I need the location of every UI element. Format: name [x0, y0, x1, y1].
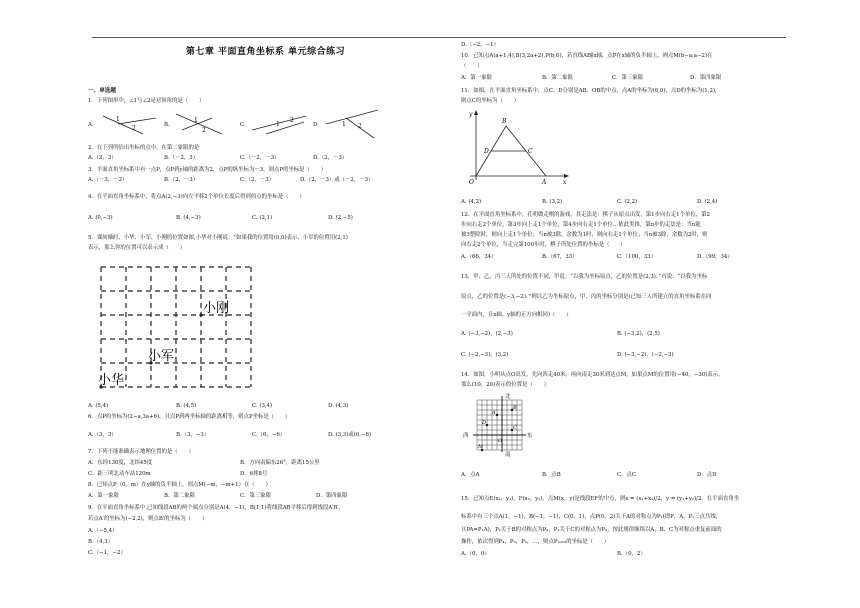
q6-option-a: A.（3，3） — [88, 432, 117, 438]
q5-position-grid — [96, 262, 256, 392]
q3-option-d: D.（2，－3）或（－2，－3） — [300, 177, 374, 183]
q6-option-d: D. (3,3)或(6,−6) — [328, 432, 372, 438]
q11-point-c: C — [528, 148, 533, 155]
q9-option-c: C.（−1，−2） — [88, 550, 126, 556]
q14-south-label: 南 — [505, 452, 511, 458]
q13-option-a: A. (−3,−2)，(2,−3) — [461, 331, 513, 337]
q1-figure-c — [248, 108, 308, 138]
question-3: 3．平面直角坐标系中有一点P，点P到y轴的距离为2，点P的纵坐标为－3，则点P的坐标是（ ） — [88, 167, 327, 173]
q3-option-c: C.（2，－3） — [240, 177, 275, 183]
q11-point-b: B — [502, 118, 507, 125]
q10-option-a: A．第一象限 — [461, 75, 492, 81]
q7-option-b: B．方向南偏东26°，距离15公里 — [240, 460, 320, 466]
question-5-line2: 表示，那么你的位置可以表示成（ ） — [88, 245, 186, 251]
q1-option-b-label: B. — [164, 122, 170, 128]
q9-option-d: D.（−2，−1） — [461, 42, 499, 48]
q14-east-label: 东 — [527, 433, 533, 439]
q14-option-d: D．点D — [697, 472, 717, 478]
header-rule — [92, 37, 786, 38]
q11-option-b: B. (3,2) — [542, 199, 563, 205]
q5-label-gang: 小刚 — [203, 301, 230, 316]
q14-north-label: 北 — [505, 394, 511, 400]
question-7: 7．下列不能准确表示地理位置的是（ ） — [88, 449, 194, 455]
q15-option-b: B.（0，2） — [617, 551, 646, 557]
q4-option-b: B. (4,−3) — [176, 215, 201, 221]
q9-option-b: B.（4,3） — [88, 539, 114, 545]
q14-point-m: M — [478, 444, 484, 450]
q4-option-d: D. (2,−5) — [328, 215, 353, 221]
q14-option-a: A．点A — [461, 472, 480, 478]
q6-option-c: C.（6，−6） — [252, 432, 286, 438]
q12-option-a: A.（66，34） — [461, 254, 497, 260]
q14-option-b: B．点B — [542, 472, 561, 478]
q1-option-a-label: A. — [88, 122, 94, 128]
q10-option-b: B．第二象限 — [542, 75, 573, 81]
q4-option-c: C. (2,1) — [252, 215, 273, 221]
q11-coordinate-figure — [466, 110, 570, 186]
q1-option-d-label: D. — [313, 122, 319, 128]
q5-option-d: D. (4,3) — [328, 403, 349, 409]
q9-option-a: A.（−5,4） — [88, 528, 118, 534]
question-13-line3: 一平面内，且x轴、y轴的正方向相同)（ ） — [461, 312, 572, 318]
q7-option-c: C．距三明北动车站120m — [88, 471, 151, 477]
q11-option-c: C. (2,2) — [617, 199, 638, 205]
question-10-line1: 10．已知点A(a+1,4),B(3,2a+2),P(b,0)，若直线AB∥x轴，点P在x轴的负半轴上，则点M(b−a,a−2)在 — [461, 53, 713, 59]
section-heading: 一、单选题 — [88, 88, 116, 94]
q10-option-c: C．第三象限 — [612, 75, 644, 81]
q4-option-a: A. (0,−3) — [88, 215, 113, 221]
q13-option-c: C. (−2,−3)，(3,2) — [461, 352, 509, 358]
q2-option-b: B.（－2，3） — [164, 155, 199, 161]
q5-option-c: C. (3,4) — [252, 403, 273, 409]
q12-option-b: B.（67，33） — [542, 254, 578, 260]
question-5-line1: 5．课间操时，小华、小军、小刚的位置如图,小华对小刚说：“如果我的位置用(0,0)表示，小军的位置用(2,1) — [88, 235, 348, 241]
q12-option-d: D.（99，34） — [697, 254, 733, 260]
svg-text:2: 2 — [290, 117, 294, 124]
q1-figure-b — [172, 108, 232, 138]
question-14-line1: 14．如图，小明从点O出发，先向西走40米，再向南走30米到达点M，如果点M的位置用(−40，−30)表示， — [461, 372, 724, 378]
q3-option-a: A.（－3，－2） — [88, 177, 128, 183]
q8-option-a: A．第一象限 — [88, 493, 119, 499]
q8-option-d: D．第四象限 — [316, 493, 348, 499]
question-13-line2: 原点，乙的位置是(−3,−2)．”则以乙为坐标原点，甲、丙的坐标分别是(已知三人所建立的直角坐标系在同 — [461, 294, 712, 300]
q14-west-label: 西 — [463, 433, 469, 439]
q7-option-a: A．东经130度，北纬45度 — [88, 460, 153, 466]
question-11-line2: 则点C的坐标为（ ） — [461, 98, 520, 104]
q11-point-d: D — [484, 148, 489, 155]
q5-label-hua: 小华 — [98, 373, 125, 388]
q1-option-c-label: C. — [240, 122, 246, 128]
question-6: 6．点P的坐标为(2−a,3a+6)，且点P到两坐标轴的距离相等，则点P坐标是（ ） — [88, 414, 291, 420]
q11-option-d: D. (2,4) — [697, 199, 718, 205]
q11-axis-y-label: y — [469, 111, 473, 118]
q11-option-a: A. (4,2) — [461, 199, 482, 205]
question-2: 2．在下列所给出坐标的点中，在第二象限的是 — [88, 145, 200, 151]
q2-option-d: D.（2，－3） — [313, 155, 348, 161]
page-title: 第七章 平面直角坐标系 单元综合练习 — [185, 47, 346, 57]
q5-option-a: A. (5,4) — [88, 403, 109, 409]
q14-option-c: C．点C — [617, 472, 637, 478]
question-10-line2: （ ） — [461, 63, 483, 69]
q11-origin-label: O — [469, 179, 474, 186]
q5-label-jun: 小军 — [148, 349, 175, 364]
q8-option-c: C．第三象限 — [240, 493, 272, 499]
question-11-line1: 11．如图，在平面直角坐标系中，点C、D分别是AB、OB的中点，点A的坐标为(6,0)，点D的坐标为(1,2)， — [461, 88, 721, 94]
question-13-line1: 13．甲、乙、丙三人所处的位置不同，甲说：“以我为坐标原点，乙的位置是(2,3)．”丙说：“以我为坐标 — [461, 274, 708, 280]
q7-option-d: D．6排8号 — [240, 471, 268, 477]
question-1: 1．下列图形中，∠1与∠2是对顶角的是（ ） — [88, 98, 205, 104]
question-12-line3: 被3整除时，则向上走1个单位；当n被3除，余数为1时，则向右走1个单位；当n被3除，余数为2时，则 — [461, 232, 708, 238]
svg-text:2: 2 — [132, 125, 136, 132]
question-9-line1: 9．在平面直角坐标系中,已知线段AB的两个端点分别是A(4，−1)，B(1,1)将线段AB平移后得到线段A′B′， — [88, 505, 345, 511]
question-12-line1: 12．在平面直角坐标系中，孔明做走棋的游戏，其走法是：棋子从原点出发，第1步向右走1个单位，第2 — [461, 212, 710, 218]
q13-option-b: B. (−3,2)，(2,5) — [617, 331, 660, 337]
svg-text:2: 2 — [358, 123, 362, 130]
question-12-line4: 向右走2个单位，当走完第100步时，棋子所处位置的坐标是（ ） — [461, 242, 626, 248]
q1-figure-a — [98, 108, 158, 138]
q6-option-b: B.（3，−3） — [176, 432, 210, 438]
question-15-line3: 且PA=P₁A)，P₁关于B的对称点为P₂，P₂关于C的对称点为P₃，按此规律继续以A，B，C为对称点重复前面的 — [461, 527, 722, 533]
svg-text:1: 1 — [276, 121, 280, 128]
question-15-line4: 操作，依次得到P₄，P₅，P₆，…，则点P₂₀₁₉的坐标是（ ） — [461, 539, 610, 545]
svg-text:1: 1 — [116, 116, 120, 123]
q14-point-c: C — [513, 425, 517, 431]
svg-text:2: 2 — [202, 127, 206, 134]
q14-compass-grid — [463, 392, 533, 456]
q5-option-b: B. (4,5) — [176, 403, 197, 409]
q1-figure-d — [322, 106, 382, 140]
q15-option-a: A.（0，0） — [461, 551, 490, 557]
question-15-line1: 15．已知点E(x₁，y₁)，F(x₂，y₂)，点M(x，y)是线段EF的中点，则x = (x₁+x₂)/2，y = (y₁+y₂)/2．在平面直角坐 — [461, 496, 740, 502]
question-14-line2: 那么(10，20)表示的位置是（ ） — [461, 382, 550, 388]
question-8: 8．已知点P（0，m）在y轴的负半轴上，则点M(−m，−m+1）在（ ） — [88, 482, 271, 488]
q14-point-o: O — [498, 438, 503, 444]
q3-option-b: B.（2，－3） — [164, 177, 199, 183]
question-4: 4．在平面直角坐标系中，将点A(2,−3)向左平移2个单位长度后得到的点的坐标是（ ） — [88, 194, 305, 200]
q12-option-c: C.（100，33） — [617, 254, 656, 260]
question-9-line2: 若点A′的坐标为(−2,2)，则点B′的坐标为（ ） — [88, 516, 208, 522]
question-15-line2: 标系中有三个点A(1，−1)，B(−1，−1)，C(0，1)，点P(0，2)关于A的对称点为P₁(即P，A，P₁三点共线， — [461, 514, 722, 520]
q2-option-a: A.（2，3） — [88, 155, 117, 161]
q11-point-a: A — [542, 179, 547, 186]
svg-text:1: 1 — [342, 121, 346, 128]
q8-option-b: B．第二象限 — [164, 493, 195, 499]
svg-text:1: 1 — [194, 117, 198, 124]
q14-point-a: A — [492, 410, 496, 416]
q11-axis-x-label: x — [563, 179, 567, 186]
q14-point-b: B — [513, 405, 517, 411]
q13-option-d: D. (−3,−2)，(−2,−3) — [617, 352, 674, 358]
q14-point-d: D — [482, 420, 487, 426]
q10-option-d: D．第四象限 — [690, 75, 722, 81]
q2-option-c: C.（－2，－3） — [240, 155, 280, 161]
question-12-line2: 步向右走2个单位，第3步向上走1个单位，第4步向右走1个单位…依此类推，第n步的走法是：当n能 — [461, 222, 701, 228]
